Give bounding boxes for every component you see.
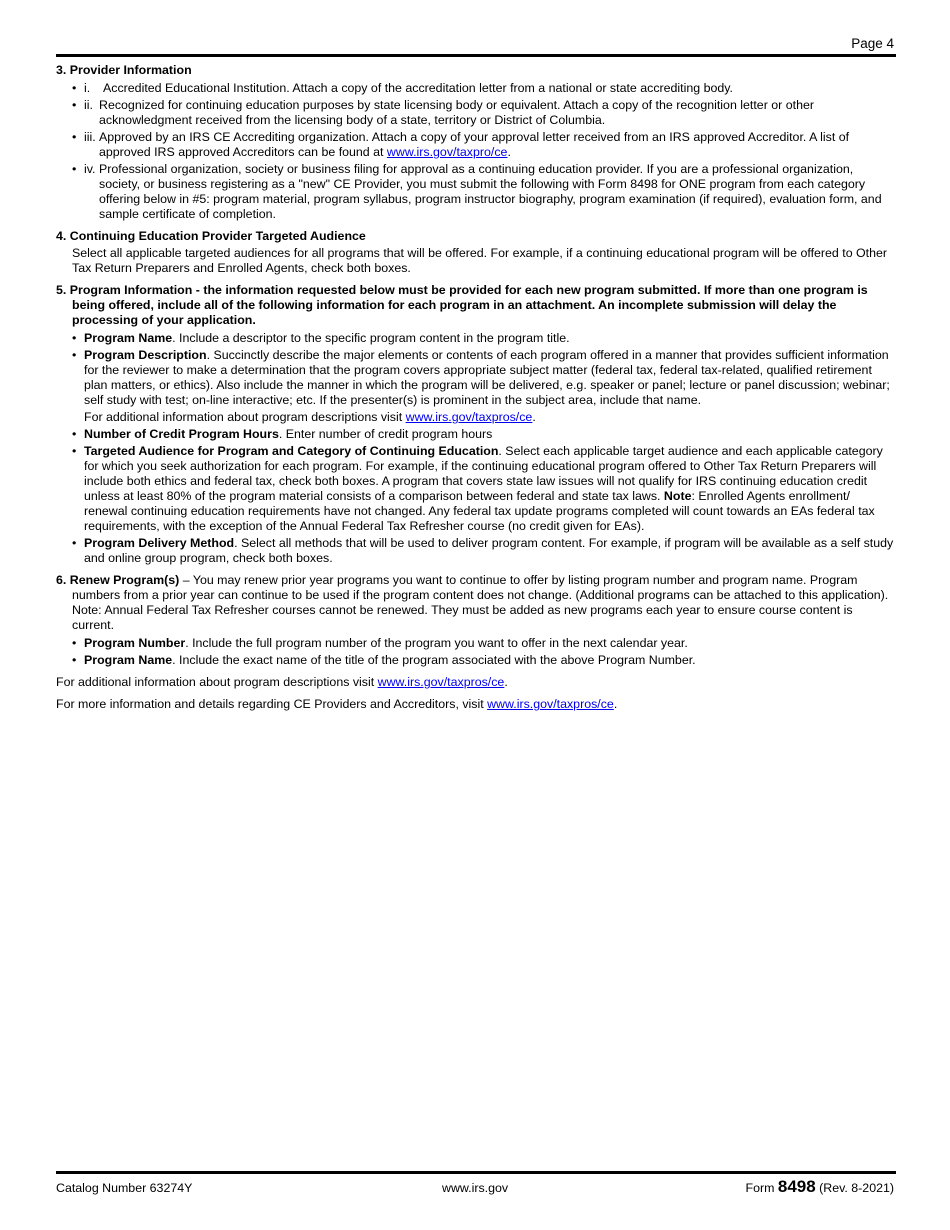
list-item: [56, 444, 896, 534]
list-item: [56, 98, 896, 128]
provider-type-list: [56, 81, 896, 222]
list-item: [56, 653, 896, 668]
item-text-end: .: [507, 145, 511, 159]
form-revision: (Rev. 8-2021): [815, 1181, 894, 1195]
note-text: : Enrolled Agents enrollment/ renewal continuing education requirements have not changed. Any federal tax update programs completed will count towards an EAs federal tax requirements, with the exception of the Annual Federal Tax Refresher course (no credit given for EAs).: [84, 489, 875, 533]
roman-numeral: i.: [84, 81, 91, 95]
section-title: 4. Continuing Education Provider Targeted Audience: [56, 229, 366, 243]
page-footer: [56, 1179, 896, 1199]
bottom-rule: [56, 1171, 896, 1174]
closing-line: [56, 675, 896, 690]
item-term: Number of Credit Program Hours: [84, 427, 279, 441]
item-text: Approved by an IRS CE Accrediting organization. Attach a copy of your approval letter received from an IRS approved Accreditor. A list of approved IRS approved Accreditors can be found at: [99, 130, 850, 159]
list-item: [56, 636, 896, 651]
program-description-extra: [56, 410, 896, 425]
item-term: Program Name: [84, 653, 173, 667]
item-term: Program Name: [84, 331, 173, 345]
list-item: [56, 162, 896, 222]
item-text: . Select all methods that will be used to deliver program content. For example, if program will be available as a self study and online group program, check both boxes.: [84, 536, 894, 565]
item-text: . Include a descriptor to the specific program content in the program title.: [172, 331, 570, 345]
accreditors-link[interactable]: www.irs.gov/taxpro/ce: [386, 145, 508, 159]
top-rule: [56, 54, 896, 57]
item-term: Program Delivery Method: [84, 536, 235, 550]
extra-text-end: .: [532, 410, 536, 424]
list-item: [56, 331, 896, 346]
list-item: [56, 130, 896, 160]
list-item: [56, 81, 896, 96]
closing-line: [56, 697, 896, 712]
section-targeted-audience: [56, 229, 896, 276]
item-text: . Include the full program number of the program you want to offer in the next calendar year.: [185, 636, 688, 650]
list-item: [56, 348, 896, 408]
bullet-icon: •: [72, 81, 77, 95]
section-title: 3. Provider Information: [56, 63, 192, 77]
bullet-icon: •: [72, 98, 77, 112]
item-text: . Succinctly describe the major elements or contents of each program offered in a manner that provides sufficient information for the reviewer to make a determination that the program covers appropriate subject matter (federal tax, federal tax-related, qualified retirement plan matters, or ethics). Also include the manner in which the program will be delivered, e.g. speaker or panel; lecture or panel discussion; webinar; self study with test; on-line interactive; etc. If the presenter(s) is prominent in the subject area, include that name.: [84, 348, 890, 407]
roman-numeral: iii.: [84, 130, 96, 144]
ce-providers-link[interactable]: www.irs.gov/taxpros/ce: [487, 697, 614, 711]
extra-text: For additional information about program descriptions visit: [84, 410, 406, 424]
item-term: Program Number: [84, 636, 186, 650]
bullet-icon: •: [72, 536, 77, 550]
item-text: Accredited Educational Institution. Attach a copy of the accreditation letter from a national or state accrediting body.: [103, 81, 733, 95]
list-item: [56, 536, 896, 566]
item-text: . Enter number of credit program hours: [278, 427, 493, 441]
form-label: Form: [745, 1181, 778, 1195]
bullet-icon: •: [72, 162, 77, 176]
list-item: [56, 427, 896, 442]
form-page: [56, 0, 896, 1230]
bullet-icon: •: [72, 130, 77, 144]
program-info-list: [56, 331, 896, 566]
item-text: Professional organization, society or business filing for approval as a continuing education provider. If you are a professional organization, society, or business registering as a "new" CE Provider, you must submit the following with Form 8498 for ONE program from each category offering below in #5: program material, program syllabus, program instructor biography, program examination (if required), evaluation form, and sample certificate of completion.: [99, 162, 882, 221]
item-term: Program Description: [84, 348, 207, 362]
bullet-icon: •: [72, 636, 77, 650]
instructions-content: [56, 63, 896, 712]
program-descriptions-link[interactable]: www.irs.gov/taxpros/ce: [377, 675, 505, 689]
renew-list: [56, 636, 896, 668]
closing-text: For more information and details regarding CE Providers and Accreditors, visit: [56, 697, 488, 711]
section-paragraph: [56, 573, 896, 633]
section-program-information: [56, 283, 896, 566]
closing-text: For additional information about program descriptions visit: [56, 675, 378, 689]
item-text: . Select each applicable target audience and each applicable category for which you seek authorization for each program. For example, if the continuing educational program offered to Other Tax Return Preparers will include both ethics and federal tax, check both boxes. A program that covers state law issues will not qualify for IRS continuing education credit unless at least 80% of the program material consists of a comparison between federal and state tax laws.: [84, 444, 883, 503]
item-text: . Include the exact name of the title of the program associated with the above Program Number.: [172, 653, 696, 667]
bullet-icon: •: [72, 653, 77, 667]
item-text: Recognized for continuing education purposes by state licensing body or equivalent. Attach a copy of the recognition letter or other acknowledgment received from the licensing body of a state, territory or District of Columbia.: [99, 98, 814, 127]
note-term: Note: [663, 489, 692, 503]
form-identifier: [746, 1179, 894, 1196]
closing-text-end: .: [613, 697, 618, 711]
section-provider-information: [56, 63, 896, 222]
bullet-icon: •: [72, 331, 77, 345]
section-title: 6. Renew Program(s): [56, 573, 180, 587]
section-text: Select all applicable targeted audiences for all programs that will be offered. For example, if a continuing educational program will be offered to Other Tax Return Preparers and Enrolled Agents, check both boxes.: [72, 246, 888, 275]
closing-text-end: .: [504, 675, 508, 689]
section-text: – You may renew prior year programs you want to continue to offer by listing program number and program name. Program numbers from a prior year can continue to be used if the program content does not change. (Additional programs can be attached to this application). Note: Annual Federal Tax Refresher courses cannot be renewed. They must be added as new programs each year to ensure course content is current.: [72, 573, 889, 632]
program-descriptions-link[interactable]: www.irs.gov/taxpros/ce: [405, 410, 533, 424]
section-renew-programs: [56, 573, 896, 668]
bullet-icon: •: [72, 444, 77, 458]
section-title: 5. Program Information - the information requested below must be provided for each new program submitted. If more than one program is being offered, include all of the following information for each program in an attachment. An incomplete submission will delay the processing of your application.: [56, 283, 868, 327]
roman-numeral: ii.: [84, 98, 93, 112]
page-number: Page 4: [851, 36, 894, 51]
bullet-icon: •: [72, 427, 77, 441]
catalog-number: Catalog Number 63274Y: [56, 1181, 193, 1195]
roman-numeral: iv.: [84, 162, 96, 176]
item-term: Targeted Audience for Program and Category of Continuing Education: [84, 444, 499, 458]
form-number: 8498: [777, 1177, 816, 1196]
bullet-icon: •: [72, 348, 77, 362]
footer-website: www.irs.gov: [442, 1181, 509, 1195]
